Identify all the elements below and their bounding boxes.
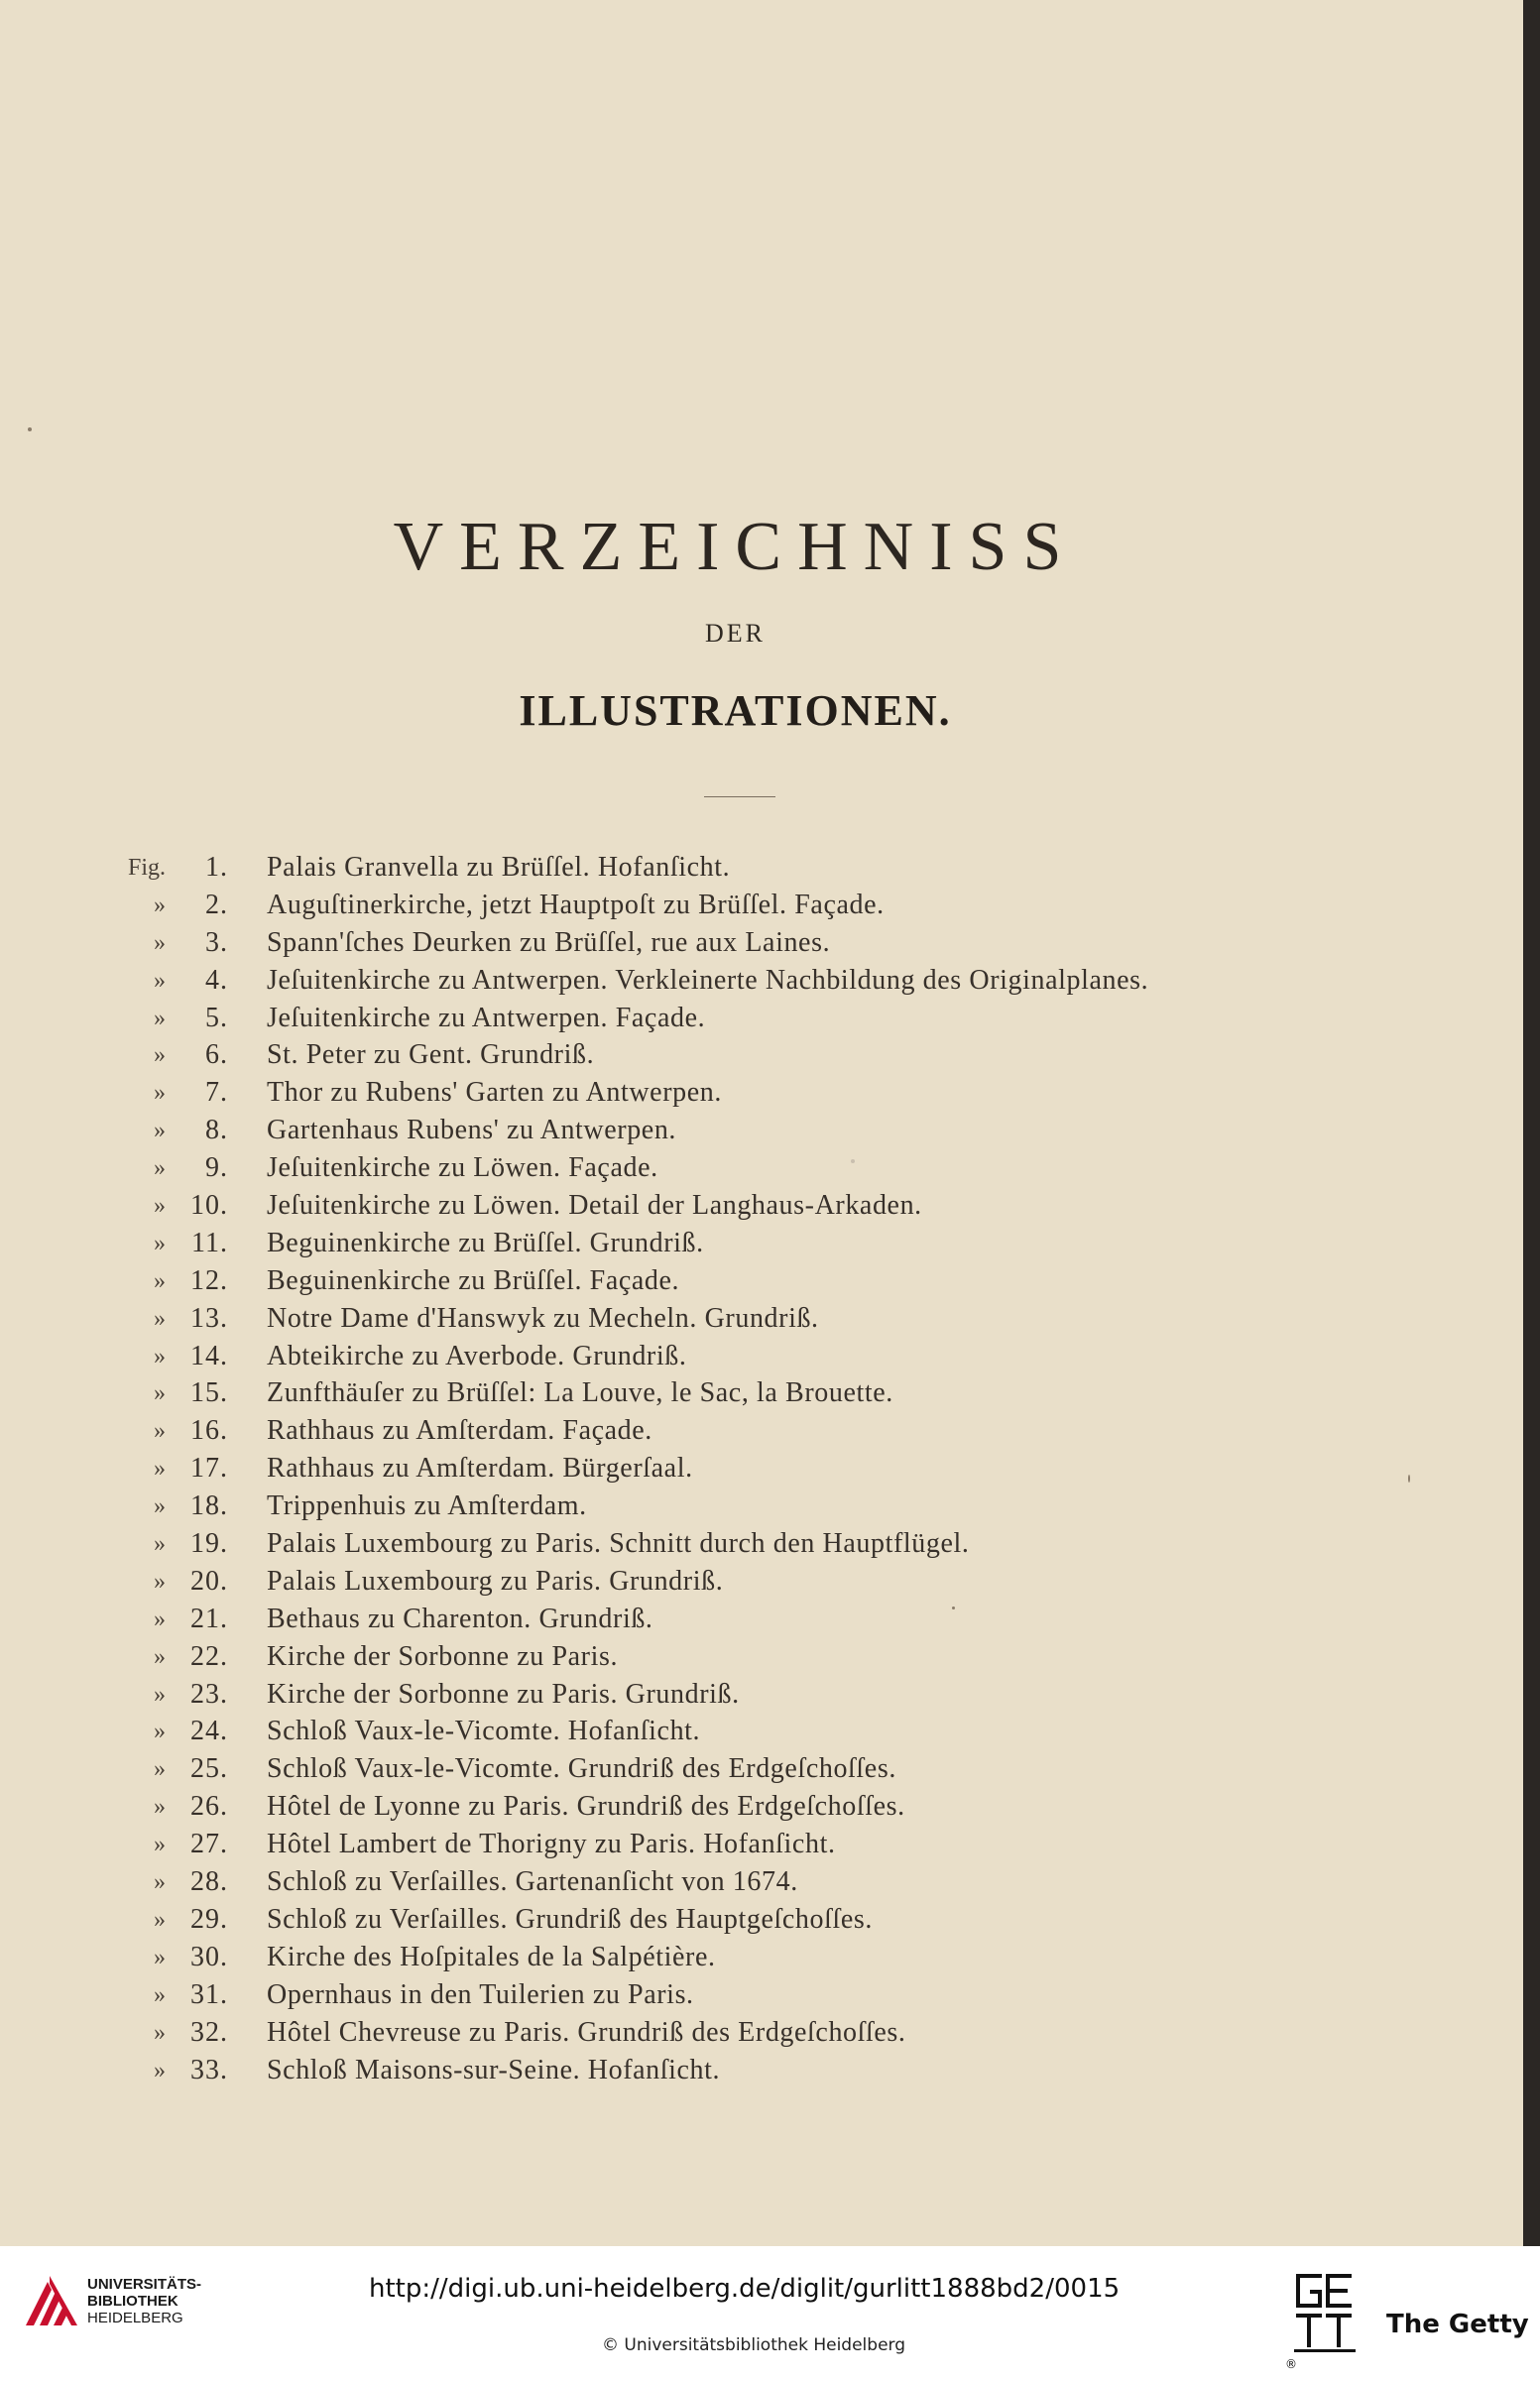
- getty-name: The Getty: [1386, 2310, 1529, 2339]
- figure-number: 4.: [205, 964, 228, 996]
- figure-caption: Beguinenkirche zu Brüſſel. Grundriß.: [267, 1227, 704, 1258]
- entry-prefix: »: [154, 1267, 166, 1294]
- list-item: [0, 850, 1468, 888]
- list-item: [0, 1677, 1468, 1715]
- entry-prefix: »: [154, 1832, 166, 1858]
- entry-prefix: »: [154, 1906, 166, 1933]
- entry-prefix: »: [154, 1719, 166, 1745]
- list-item: [0, 1037, 1468, 1075]
- copyright-notice: © Universitätsbibliothek Heidelberg: [602, 2335, 906, 2355]
- figure-number: 6.: [205, 1039, 228, 1071]
- entry-prefix: »: [154, 1343, 166, 1369]
- entry-prefix: »: [154, 1606, 166, 1632]
- figure-number: 30.: [190, 1941, 228, 1972]
- list-item: [0, 1001, 1468, 1038]
- figure-caption: Thor zu Rubens' Garten zu Antwerpen.: [267, 1077, 722, 1109]
- list-item: [0, 1940, 1468, 1977]
- list-item: [0, 963, 1468, 1001]
- figure-caption: Palais Granvella zu Brüſſel. Hofanſicht.: [267, 852, 731, 883]
- figure-number: 3.: [205, 926, 228, 958]
- entry-prefix: »: [154, 1568, 166, 1595]
- list-item: [0, 1075, 1468, 1113]
- ub-name-line1: UNIVERSITÄTS-: [87, 2276, 202, 2293]
- figure-number: 16.: [190, 1415, 228, 1447]
- list-item: [0, 1413, 1468, 1451]
- figure-caption: Beguinenkirche zu Brüſſel. Façade.: [267, 1264, 680, 1296]
- list-item: [0, 1301, 1468, 1339]
- list-item: [0, 1113, 1468, 1150]
- figure-number: 10.: [190, 1190, 228, 1222]
- figure-caption: Trippenhuis zu Amſterdam.: [267, 1490, 587, 1522]
- list-item: [0, 1639, 1468, 1677]
- figure-number: 11.: [191, 1227, 228, 1258]
- paper-speck: [952, 1607, 955, 1609]
- entry-prefix: »: [154, 1230, 166, 1256]
- illustration-list: [0, 850, 1468, 2089]
- registered-mark: ®: [1285, 2357, 1297, 2371]
- figure-caption: Palais Luxembourg zu Paris. Grundriß.: [267, 1565, 724, 1597]
- list-item: [0, 2015, 1468, 2053]
- figure-number: 8.: [205, 1115, 228, 1146]
- figure-number: 13.: [190, 1302, 228, 1334]
- list-item: [0, 1827, 1468, 1864]
- list-item: [0, 1902, 1468, 1940]
- title-connector: DER: [705, 619, 766, 648]
- entry-prefix: »: [154, 1155, 166, 1182]
- figure-caption: Schloß Maisons-sur-Seine. Hofanſicht.: [267, 2054, 721, 2085]
- figure-number: 26.: [190, 1791, 228, 1823]
- entry-prefix: »: [154, 892, 166, 918]
- entry-prefix: »: [154, 1493, 166, 1520]
- figure-number: 1.: [205, 852, 228, 883]
- figure-caption: Schloß Vaux-le-Vicomte. Hofanſicht.: [267, 1716, 701, 1747]
- entry-prefix: »: [154, 1643, 166, 1670]
- figure-caption: Notre Dame d'Hanswyk zu Mecheln. Grundriß.: [267, 1302, 819, 1334]
- entry-prefix: »: [154, 929, 166, 956]
- viewer-footer: [0, 2246, 1540, 2381]
- figure-number: 21.: [190, 1603, 228, 1634]
- entry-prefix: Fig.: [127, 855, 166, 881]
- list-item: [0, 1226, 1468, 1263]
- figure-caption: Schloß Vaux-le-Vicomte. Grundriß des Erdgeſchoſſes.: [267, 1753, 896, 1785]
- entry-prefix: »: [154, 1193, 166, 1220]
- figure-caption: Hôtel de Lyonne zu Paris. Grundriß des Erdgeſchoſſes.: [267, 1791, 905, 1823]
- figure-number: 33.: [190, 2054, 228, 2085]
- figure-caption: Jeſuitenkirche zu Antwerpen. Verkleinerte Nachbildung des Originalplanes.: [267, 964, 1149, 996]
- entry-prefix: »: [154, 1005, 166, 1031]
- figure-caption: Auguſtinerkirche, jetzt Hauptpoſt zu Brüſſel. Façade.: [267, 889, 885, 920]
- figure-caption: Rathhaus zu Amſterdam. Bürgerſaal.: [267, 1453, 693, 1485]
- entry-prefix: »: [154, 1418, 166, 1445]
- entry-prefix: »: [154, 967, 166, 994]
- figure-caption: Hôtel Chevreuse zu Paris. Grundriß des Erdgeſchoſſes.: [267, 2016, 906, 2048]
- figure-number: 31.: [190, 1978, 228, 2010]
- page-subtitle: ILLUSTRATIONEN.: [519, 686, 952, 735]
- title-divider: [704, 796, 775, 797]
- university-library-name: [87, 2276, 201, 2326]
- entry-prefix: »: [154, 2019, 166, 2046]
- figure-number: 9.: [205, 1152, 228, 1184]
- figure-caption: Rathhaus zu Amſterdam. Façade.: [267, 1415, 652, 1447]
- list-item: [0, 888, 1468, 925]
- figure-caption: Kirche des Hoſpitales de la Salpétière.: [267, 1941, 716, 1972]
- entry-prefix: »: [154, 1380, 166, 1407]
- list-item: [0, 1488, 1468, 1526]
- paper-speck: [1408, 1475, 1410, 1483]
- list-item: [0, 1789, 1468, 1827]
- figure-number: 7.: [205, 1077, 228, 1109]
- list-item: [0, 1977, 1468, 2015]
- figure-number: 28.: [190, 1866, 228, 1898]
- figure-caption: Spann'ſches Deurken zu Brüſſel, rue aux Laines.: [267, 926, 831, 958]
- entry-prefix: »: [154, 1944, 166, 1970]
- list-item: [0, 2053, 1468, 2090]
- list-item: [0, 1751, 1468, 1789]
- figure-caption: Opernhaus in den Tuilerien zu Paris.: [267, 1978, 694, 2010]
- entry-prefix: »: [154, 1981, 166, 2008]
- figure-number: 5.: [205, 1002, 228, 1033]
- entry-prefix: »: [154, 1080, 166, 1107]
- figure-number: 15.: [190, 1377, 228, 1409]
- figure-number: 24.: [190, 1716, 228, 1747]
- entry-prefix: »: [154, 1456, 166, 1483]
- ub-name-line3: HEIDELBERG: [87, 2310, 183, 2326]
- figure-caption: St. Peter zu Gent. Grundriß.: [267, 1039, 595, 1071]
- figure-caption: Abteikirche zu Averbode. Grundriß.: [267, 1340, 687, 1371]
- page-edge: [1523, 0, 1540, 2246]
- list-item: [0, 1188, 1468, 1226]
- university-library-logo: [20, 2270, 81, 2331]
- figure-number: 2.: [205, 889, 228, 920]
- figure-caption: Hôtel Lambert de Thorigny zu Paris. Hofanſicht.: [267, 1829, 836, 1860]
- figure-caption: Jeſuitenkirche zu Antwerpen. Façade.: [267, 1002, 706, 1033]
- list-item: [0, 1375, 1468, 1413]
- entry-prefix: »: [154, 1869, 166, 1896]
- figure-number: 25.: [190, 1753, 228, 1785]
- figure-caption: Bethaus zu Charenton. Grundriß.: [267, 1603, 653, 1634]
- entry-prefix: »: [154, 1305, 166, 1332]
- list-item: [0, 1526, 1468, 1564]
- figure-caption: Jeſuitenkirche zu Löwen. Detail der Langhaus-Arkaden.: [267, 1190, 922, 1222]
- page-title: VERZEICHNISS: [393, 509, 1078, 585]
- figure-caption: Jeſuitenkirche zu Löwen. Façade.: [267, 1152, 658, 1184]
- list-item: [0, 1564, 1468, 1602]
- figure-number: 22.: [190, 1640, 228, 1672]
- list-item: [0, 1150, 1468, 1188]
- entry-prefix: »: [154, 1681, 166, 1708]
- paper-speck: [28, 427, 32, 431]
- figure-caption: Schloß zu Verſailles. Gartenanſicht von 1674.: [267, 1866, 798, 1898]
- figure-number: 14.: [190, 1340, 228, 1371]
- entry-prefix: »: [154, 1531, 166, 1558]
- entry-prefix: »: [154, 1042, 166, 1069]
- list-item: [0, 925, 1468, 963]
- figure-caption: Palais Luxembourg zu Paris. Schnitt durch den Hauptflügel.: [267, 1528, 970, 1560]
- permalink-url[interactable]: http://digi.ub.uni-heidelberg.de/diglit/gurlitt1888bd2/0015: [369, 2274, 1121, 2304]
- figure-number: 18.: [190, 1490, 228, 1522]
- ub-name-line2: BIBLIOTHEK: [87, 2293, 178, 2310]
- figure-caption: Zunfthäuſer zu Brüſſel: La Louve, le Sac, la Brouette.: [267, 1377, 893, 1409]
- list-item: [0, 1339, 1468, 1376]
- entry-prefix: »: [154, 2057, 166, 2083]
- list-item: [0, 1263, 1468, 1301]
- figure-number: 32.: [190, 2016, 228, 2048]
- figure-caption: Gartenhaus Rubens' zu Antwerpen.: [267, 1115, 677, 1146]
- paper-speck: [851, 1159, 855, 1163]
- list-item: [0, 1602, 1468, 1639]
- figure-caption: Kirche der Sorbonne zu Paris.: [267, 1640, 619, 1672]
- entry-prefix: »: [154, 1794, 166, 1821]
- figure-number: 20.: [190, 1565, 228, 1597]
- figure-number: 19.: [190, 1528, 228, 1560]
- entry-prefix: »: [154, 1756, 166, 1783]
- entry-prefix: »: [154, 1118, 166, 1144]
- getty-logo: [1294, 2272, 1356, 2355]
- list-item: [0, 1864, 1468, 1902]
- figure-caption: Kirche der Sorbonne zu Paris. Grundriß.: [267, 1678, 740, 1710]
- list-item: [0, 1451, 1468, 1488]
- figure-number: 27.: [190, 1829, 228, 1860]
- figure-number: 12.: [190, 1264, 228, 1296]
- list-item: [0, 1714, 1468, 1751]
- figure-number: 29.: [190, 1903, 228, 1935]
- figure-number: 23.: [190, 1678, 228, 1710]
- figure-caption: Schloß zu Verſailles. Grundriß des Hauptgeſchoſſes.: [267, 1903, 873, 1935]
- figure-number: 17.: [190, 1453, 228, 1485]
